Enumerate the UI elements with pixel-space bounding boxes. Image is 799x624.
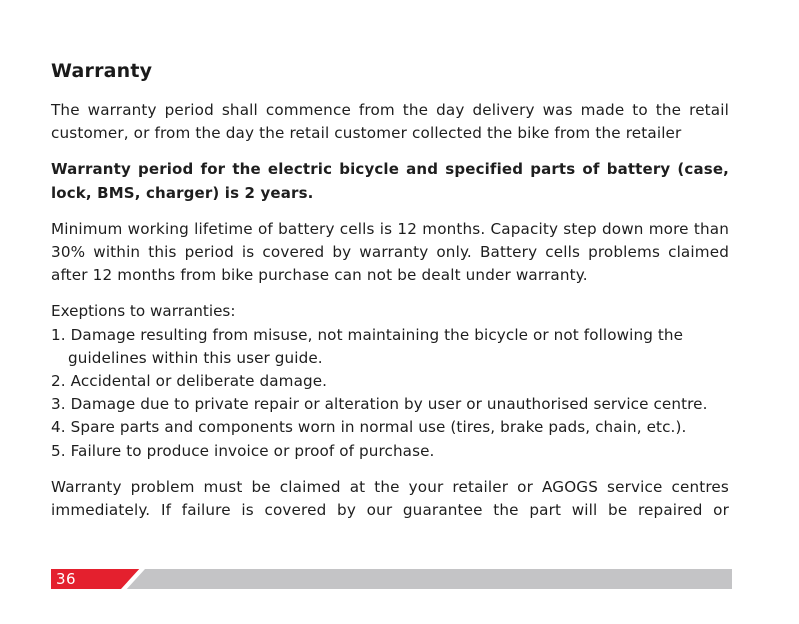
battery-lifetime-paragraph: Minimum working lifetime of battery cells is 12 months. Capacity step down more than 30% within this period is covered by warranty only. Battery cells problems claimed after 12 months from bike purchase can not be dealt under warranty.	[51, 219, 729, 285]
list-item: 2. Accidental or deliberate damage.	[51, 372, 328, 391]
list-item: 4. Spare parts and components worn in normal use (tires, brake pads, chain, etc.).	[51, 418, 687, 437]
list-item: 3. Damage due to private repair or alteration by user or unauthorised service centre.	[51, 395, 708, 414]
page-footer	[51, 569, 732, 589]
exceptions-list	[51, 324, 729, 463]
list-item: 5. Failure to produce invoice or proof of purchase.	[51, 441, 435, 460]
page-number: 36	[56, 570, 77, 588]
list-item: 1. Damage resulting from misuse, not maintaining the bicycle or not following the guidelines within this user guide.	[51, 325, 684, 367]
footer-gray-bar	[51, 569, 732, 589]
page-title: Warranty	[51, 60, 153, 82]
warranty-commencement-paragraph: The warranty period shall commence from the day delivery was made to the retail customer, or from the day the retail customer collected the bike from the retailer	[51, 101, 729, 143]
document-page	[51, 60, 729, 535]
warranty-period-paragraph: Warranty period for the electric bicycle and specified parts of battery (case, lock, BMS, charger) is 2 years.	[51, 160, 729, 202]
exceptions-heading: Exeptions to warranties:	[51, 302, 236, 321]
claim-paragraph: Warranty problem must be claimed at the your retailer or AGOGS service centres immediately. If failure is covered by our guarantee the part will be repaired or	[51, 477, 729, 520]
